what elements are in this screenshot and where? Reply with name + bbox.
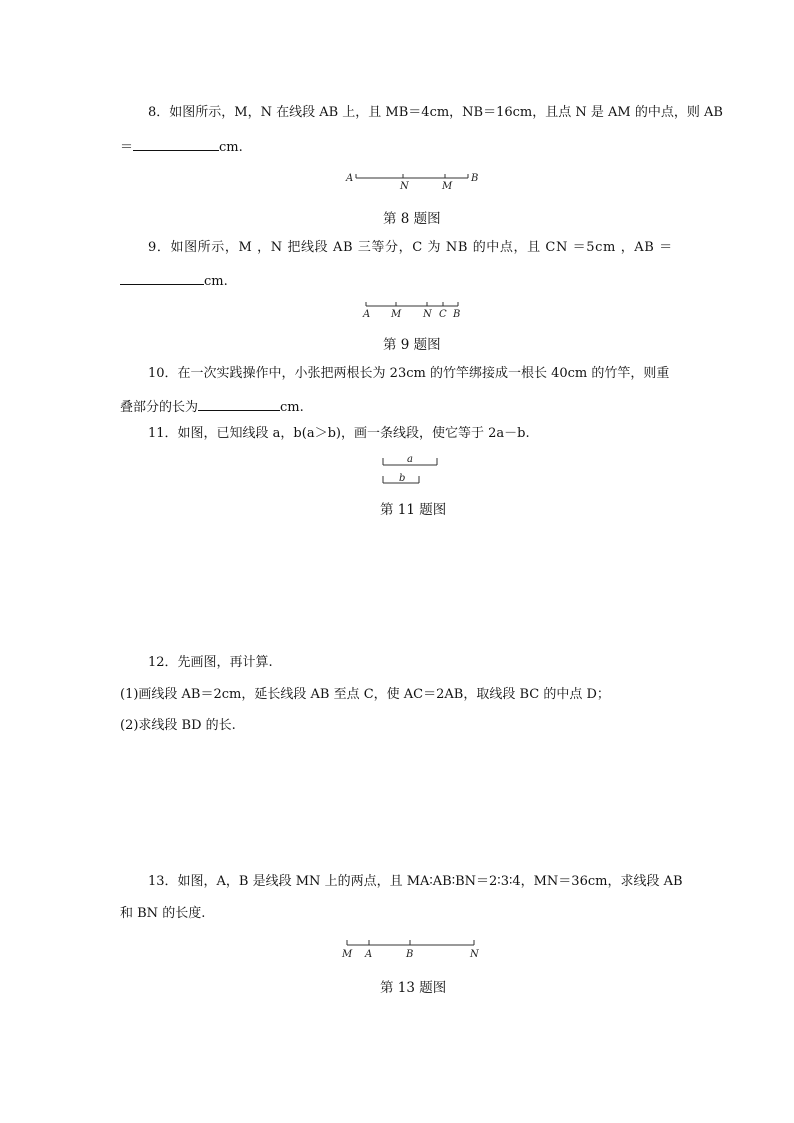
q12-text-line1: 12．先画图，再计算.: [148, 655, 273, 670]
q9-text-line2: [120, 270, 228, 291]
q8-answer-blank[interactable]: [133, 136, 219, 151]
q9-figure: [360, 298, 470, 320]
q9-caption: 第 9 题图: [383, 337, 441, 353]
q11-caption: 第 11 题图: [380, 502, 447, 518]
q10-answer-blank[interactable]: [198, 396, 280, 411]
q8-label-a: A: [346, 173, 354, 184]
q10-text-line2: [120, 396, 304, 417]
q10-text-line1: 10．在一次实践操作中，小张把两根长为 23cm 的竹竿绑接成一根长 40cm 的竹竿，则重: [148, 366, 670, 381]
q8-equals: ＝: [120, 140, 134, 155]
q9-label-b: B: [453, 309, 461, 320]
q8-text-line1: 8．如图所示，M，N 在线段 AB 上，且 MB＝4cm，NB＝16cm，且点 N 是 AM 的中点，则 AB: [148, 105, 723, 120]
q13-text-line2: 和 BN 的长度.: [120, 906, 206, 921]
q13-text-line1: 13．如图，A，B 是线段 MN 上的两点，且 MA∶AB∶BN＝2∶3∶4，MN＝36cm，求线段 AB: [148, 874, 683, 889]
q13-label-n: N: [470, 949, 479, 960]
q11-figure: [378, 452, 448, 486]
q9-unit: cm.: [204, 274, 228, 289]
q9-answer-blank[interactable]: [120, 270, 204, 285]
q8-label-n: N: [400, 181, 409, 192]
q13-label-b: B: [406, 949, 414, 960]
q8-figure: [344, 170, 484, 192]
q9-label-c: C: [439, 309, 447, 320]
q10-unit: cm.: [280, 400, 304, 415]
q10-prefix: 叠部分的长为: [120, 400, 199, 415]
q13-figure: [340, 936, 480, 960]
q12-text-line2: (1)画线段 AB＝2cm，延长线段 AB 至点 C，使 AC＝2AB，取线段 BC 的中点 D；: [120, 687, 610, 702]
q13-label-a: A: [365, 949, 373, 960]
q8-text-line2: [120, 136, 243, 157]
q13-label-m: M: [342, 949, 353, 960]
q8-unit: cm.: [219, 140, 243, 155]
q13-caption: 第 13 题图: [380, 980, 447, 996]
q12-text-line3: (2)求线段 BD 的长.: [120, 718, 236, 733]
q11-label-a: a: [407, 454, 413, 465]
q8-label-b: B: [471, 173, 479, 184]
q11-label-b: b: [399, 473, 406, 484]
q9-label-a: A: [363, 309, 371, 320]
q11-text-line1: 11．如图，已知线段 a，b(a＞b)，画一条线段，使它等于 2a－b.: [148, 426, 530, 441]
q8-caption: 第 8 题图: [383, 211, 441, 227]
q9-label-n: N: [423, 309, 432, 320]
q9-label-m: M: [391, 309, 402, 320]
q9-text-line1: 9．如图所示，M ，N 把线段 AB 三等分，C 为 NB 的中点，且 CN ＝5cm ，AB ＝: [148, 240, 673, 255]
q8-label-m: M: [442, 181, 453, 192]
